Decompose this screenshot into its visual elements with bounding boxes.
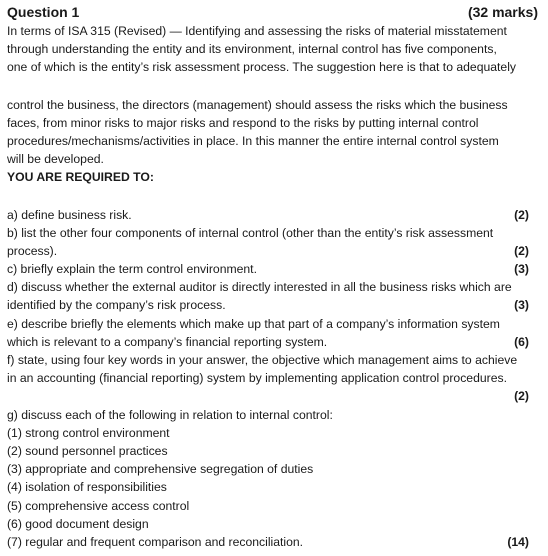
part-g-item: (5) comprehensive access control [7, 499, 190, 513]
part-g-intro: g) discuss each of the following in relation to internal control: [7, 408, 333, 422]
part-d [7, 296, 541, 314]
part-a-marks: (2) [514, 208, 529, 222]
part-d-line: identified by the company’s risk process. [7, 298, 226, 312]
required-heading: YOU ARE REQUIRED TO: [7, 170, 154, 184]
part-g-item: (4) isolation of responsibilities [7, 480, 167, 494]
intro-line: In terms of ISA 315 (Revised) — Identifying and assessing the risks of material misstatement [7, 24, 507, 38]
intro-continuation-line: procedures/mechanisms/activities in place. In this manner the entire internal control system [7, 134, 499, 148]
part-b-marks: (2) [514, 244, 529, 258]
intro-continuation-line: will be developed. [7, 152, 104, 166]
question-title: Question 1 [7, 4, 80, 20]
part-g-item: (2) sound personnel practices [7, 444, 168, 458]
part-b [7, 242, 541, 260]
part-e-line: which is relevant to a company’s financial reporting system. [7, 335, 328, 349]
part-g-marks: (14) [507, 535, 529, 549]
part-c [7, 260, 541, 278]
part-g-item: (3) appropriate and comprehensive segregation of duties [7, 462, 314, 476]
part-d-line: d) discuss whether the external auditor is directly interested in all the business risks which are [7, 280, 512, 294]
part-f-line: in an accounting (financial reporting) system by implementing application control procedures. [7, 371, 507, 385]
question-title-row [7, 3, 541, 21]
part-a [7, 206, 541, 224]
part-d-marks: (3) [514, 298, 529, 312]
part-g-item: (6) good document design [7, 517, 149, 531]
part-a-text: a) define business risk. [7, 208, 132, 222]
question-total-marks: (32 marks) [467, 4, 538, 20]
intro-line: one of which is the entity’s risk assessment process. The suggestion here is that to adequately [7, 60, 516, 74]
part-e-line: e) describe briefly the elements which make up that part of a company’s information system [7, 317, 500, 331]
intro-continuation-line: control the business, the directors (management) should assess the risks which the business [7, 98, 508, 112]
part-e [7, 333, 541, 351]
part-c-marks: (3) [514, 262, 529, 276]
intro-continuation-line: faces, from minor risks to major risks and respond to the risks by putting internal control [7, 116, 479, 130]
part-g [7, 533, 541, 551]
part-g-item: (1) strong control environment [7, 426, 170, 440]
part-e-marks: (6) [514, 335, 529, 349]
part-c-text: c) briefly explain the term control environment. [7, 262, 257, 276]
part-b-line: process). [7, 244, 58, 258]
part-b-line: b) list the other four components of internal control (other than the entity’s risk assessment [7, 226, 494, 240]
intro-line: through understanding the entity and its environment, internal control has five components, [7, 42, 497, 56]
part-g-item: (7) regular and frequent comparison and reconciliation. [7, 535, 304, 549]
part-f-marks: (2) [514, 389, 529, 403]
part-f-line: f) state, using four key words in your answer, the objective which management aims to achieve [7, 353, 518, 367]
